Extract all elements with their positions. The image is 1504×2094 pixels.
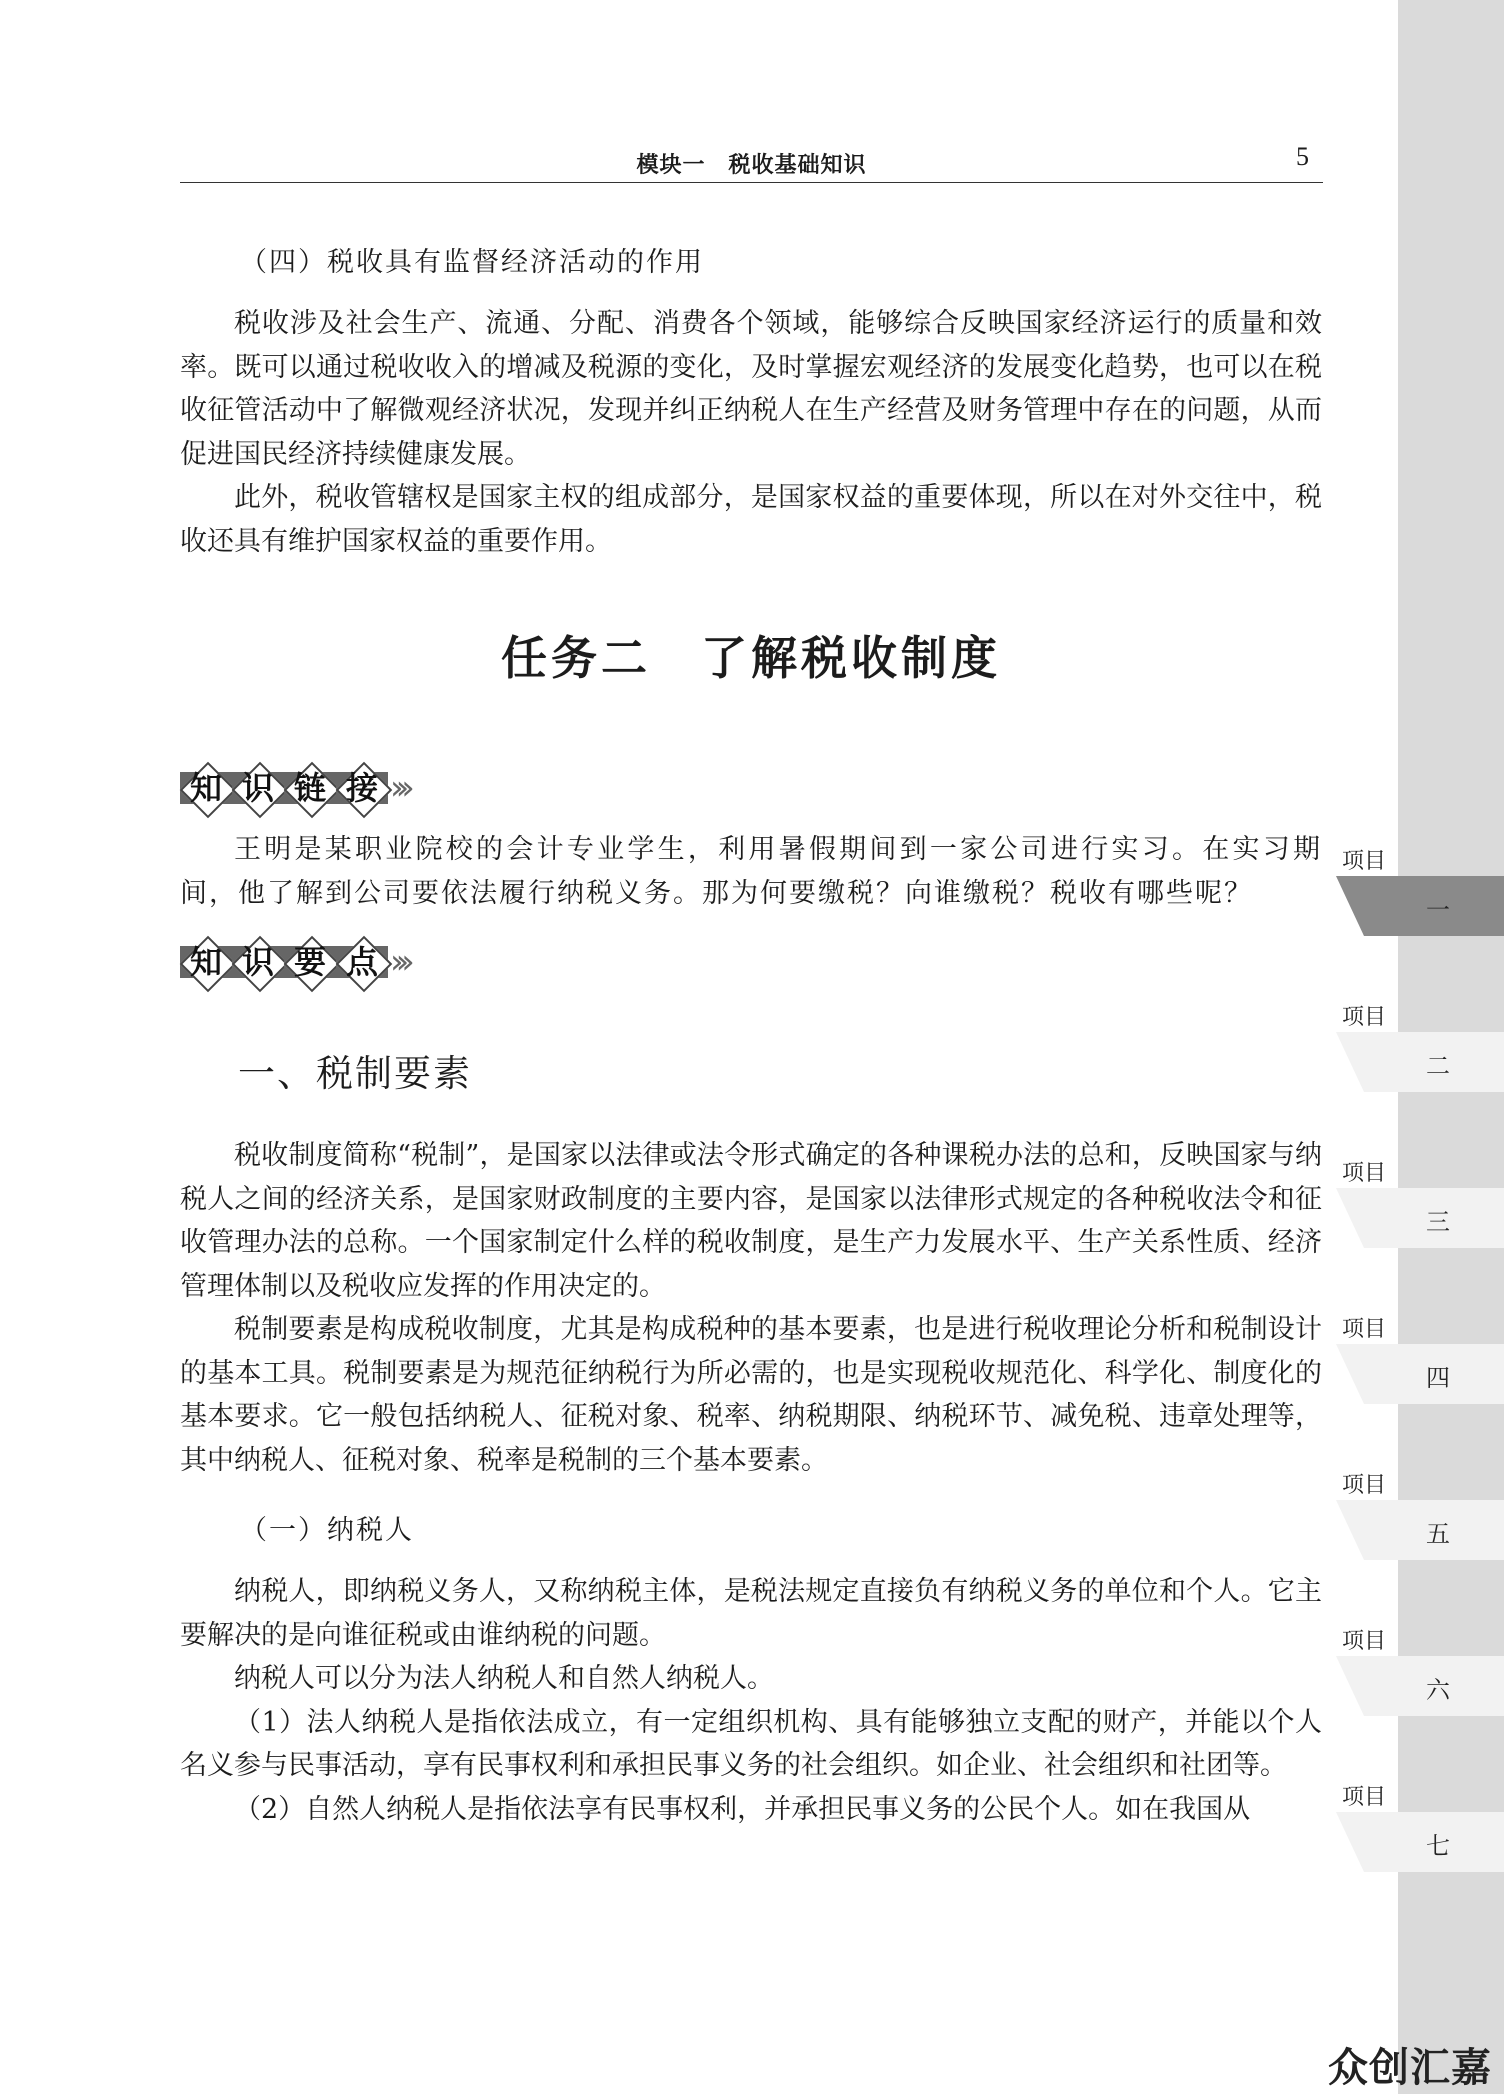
tab-label: 项目 [1342,1161,1387,1186]
banner-char: 识 [232,936,284,988]
paragraph: 纳税人可以分为法人纳税人和自然人纳税人。 [234,1663,774,1694]
chevron-arrows-icon: ››› [390,942,407,982]
tab-project-2[interactable] [1336,996,1504,1096]
case-text [180,828,1322,915]
page-number: 5 [1296,142,1309,171]
tab-label: 项目 [1342,1473,1387,1498]
tab-number: 七 [1426,1832,1450,1860]
banner-char: 接 [336,762,388,814]
banner-char: 链 [284,762,336,814]
knowledge-link-banner [180,762,460,818]
tab-label: 项目 [1342,1317,1387,1342]
tab-label: 项目 [1342,1629,1387,1654]
tab-project-6[interactable] [1336,1620,1504,1720]
paragraph: 纳税人，即纳税义务人，又称纳税主体，是税法规定直接负有纳税义务的单位和个人。它主要解决的是向谁征税或由谁纳税的问题。 [180,1576,1322,1651]
section-heading: 一、税制要素 [238,1052,472,1095]
paragraph: 税制要素是构成税收制度，尤其是构成税种的基本要素，也是进行税收理论分析和税制设计的基本工具。税制要素是为规范征纳税行为所必需的，也是实现税收规范化、科学化、制度化的基本要求。它一般包括纳税人、征税对象、税率、纳税期限、纳税环节、减免税、违章处理等，其中纳税人、征税对象、税率是税制的三个基本要素。 [180,1314,1322,1476]
task-title: 任务二 了解税收制度 [501,631,1001,685]
section4-body [180,302,1322,563]
tab-label: 项目 [1342,849,1387,874]
tab-number: 三 [1426,1208,1450,1236]
knowledge-points-banner [180,936,460,992]
banner-char: 知 [180,762,232,814]
tab-project-5[interactable] [1336,1464,1504,1564]
paragraph: 此外，税收管辖权是国家主权的组成部分，是国家权益的重要体现，所以在对外交往中，税收还具有维护国家权益的重要作用。 [180,482,1322,557]
taxpayer-body [180,1570,1322,1831]
banner-char: 知 [180,936,232,988]
section-one-body [180,1134,1322,1482]
banner-char: 识 [232,762,284,814]
tab-project-3[interactable] [1336,1152,1504,1252]
paragraph: 王明是某职业院校的会计专业学生，利用暑假期间到一家公司进行实习。在实习期间，他了解到公司要依法履行纳税义务。那为何要缴税？向谁缴税？税收有哪些呢？ [180,834,1322,909]
tab-label: 项目 [1342,1785,1387,1810]
tab-number: 五 [1426,1520,1450,1548]
paragraph: （2）自然人纳税人是指依法享有民事权利，并承担民事义务的公民个人。如在我国从 [234,1793,1251,1825]
taxpayer-heading: （一）纳税人 [240,1515,414,1546]
tab-project-7[interactable] [1336,1776,1504,1876]
tab-number: 二 [1426,1052,1450,1080]
tab-label: 项目 [1342,1005,1387,1030]
tab-project-4[interactable] [1336,1308,1504,1408]
section4-heading: （四）税收具有监督经济活动的作用 [240,247,704,278]
page-header [180,142,1323,183]
paragraph: 税收涉及社会生产、流通、分配、消费各个领域，能够综合反映国家经济运行的质量和效率。既可以通过税收收入的增减及税源的变化，及时掌握宏观经济的发展变化趋势，也可以在税收征管活动中了解微观经济状况，发现并纠正纳税人在生产经营及财务管理中存在的问题，从而促进国民经济持续健康发展。 [180,308,1322,470]
paragraph: 税收制度简称“税制”，是国家以法律或法令形式确定的各种课税办法的总和，反映国家与纳税人之间的经济关系，是国家财政制度的主要内容，是国家以法律形式规定的各种税收法令和征收管理办法的总称。一个国家制定什么样的税收制度，是生产力发展水平、生产关系性质、经济管理体制以及税收应发挥的作用决定的。 [180,1140,1322,1302]
paragraph: （1）法人纳税人是指依法成立，有一定组织机构、具有能够独立支配的财产，并能以个人名义参与民事活动，享有民事权利和承担民事义务的社会组织。如企业、社会组织和社团等。 [180,1706,1322,1781]
running-title: 模块一 税收基础知识 [636,153,867,178]
banner-char: 要 [284,936,336,988]
chevron-arrows-icon: ››› [390,768,407,808]
tab-number: 六 [1426,1676,1450,1704]
watermark-logo: 众创汇嘉 [1328,2045,1492,2091]
banner-char: 点 [336,936,388,988]
tab-number: 一 [1426,896,1450,924]
tab-project-1[interactable] [1336,840,1504,940]
tab-number: 四 [1426,1364,1450,1392]
